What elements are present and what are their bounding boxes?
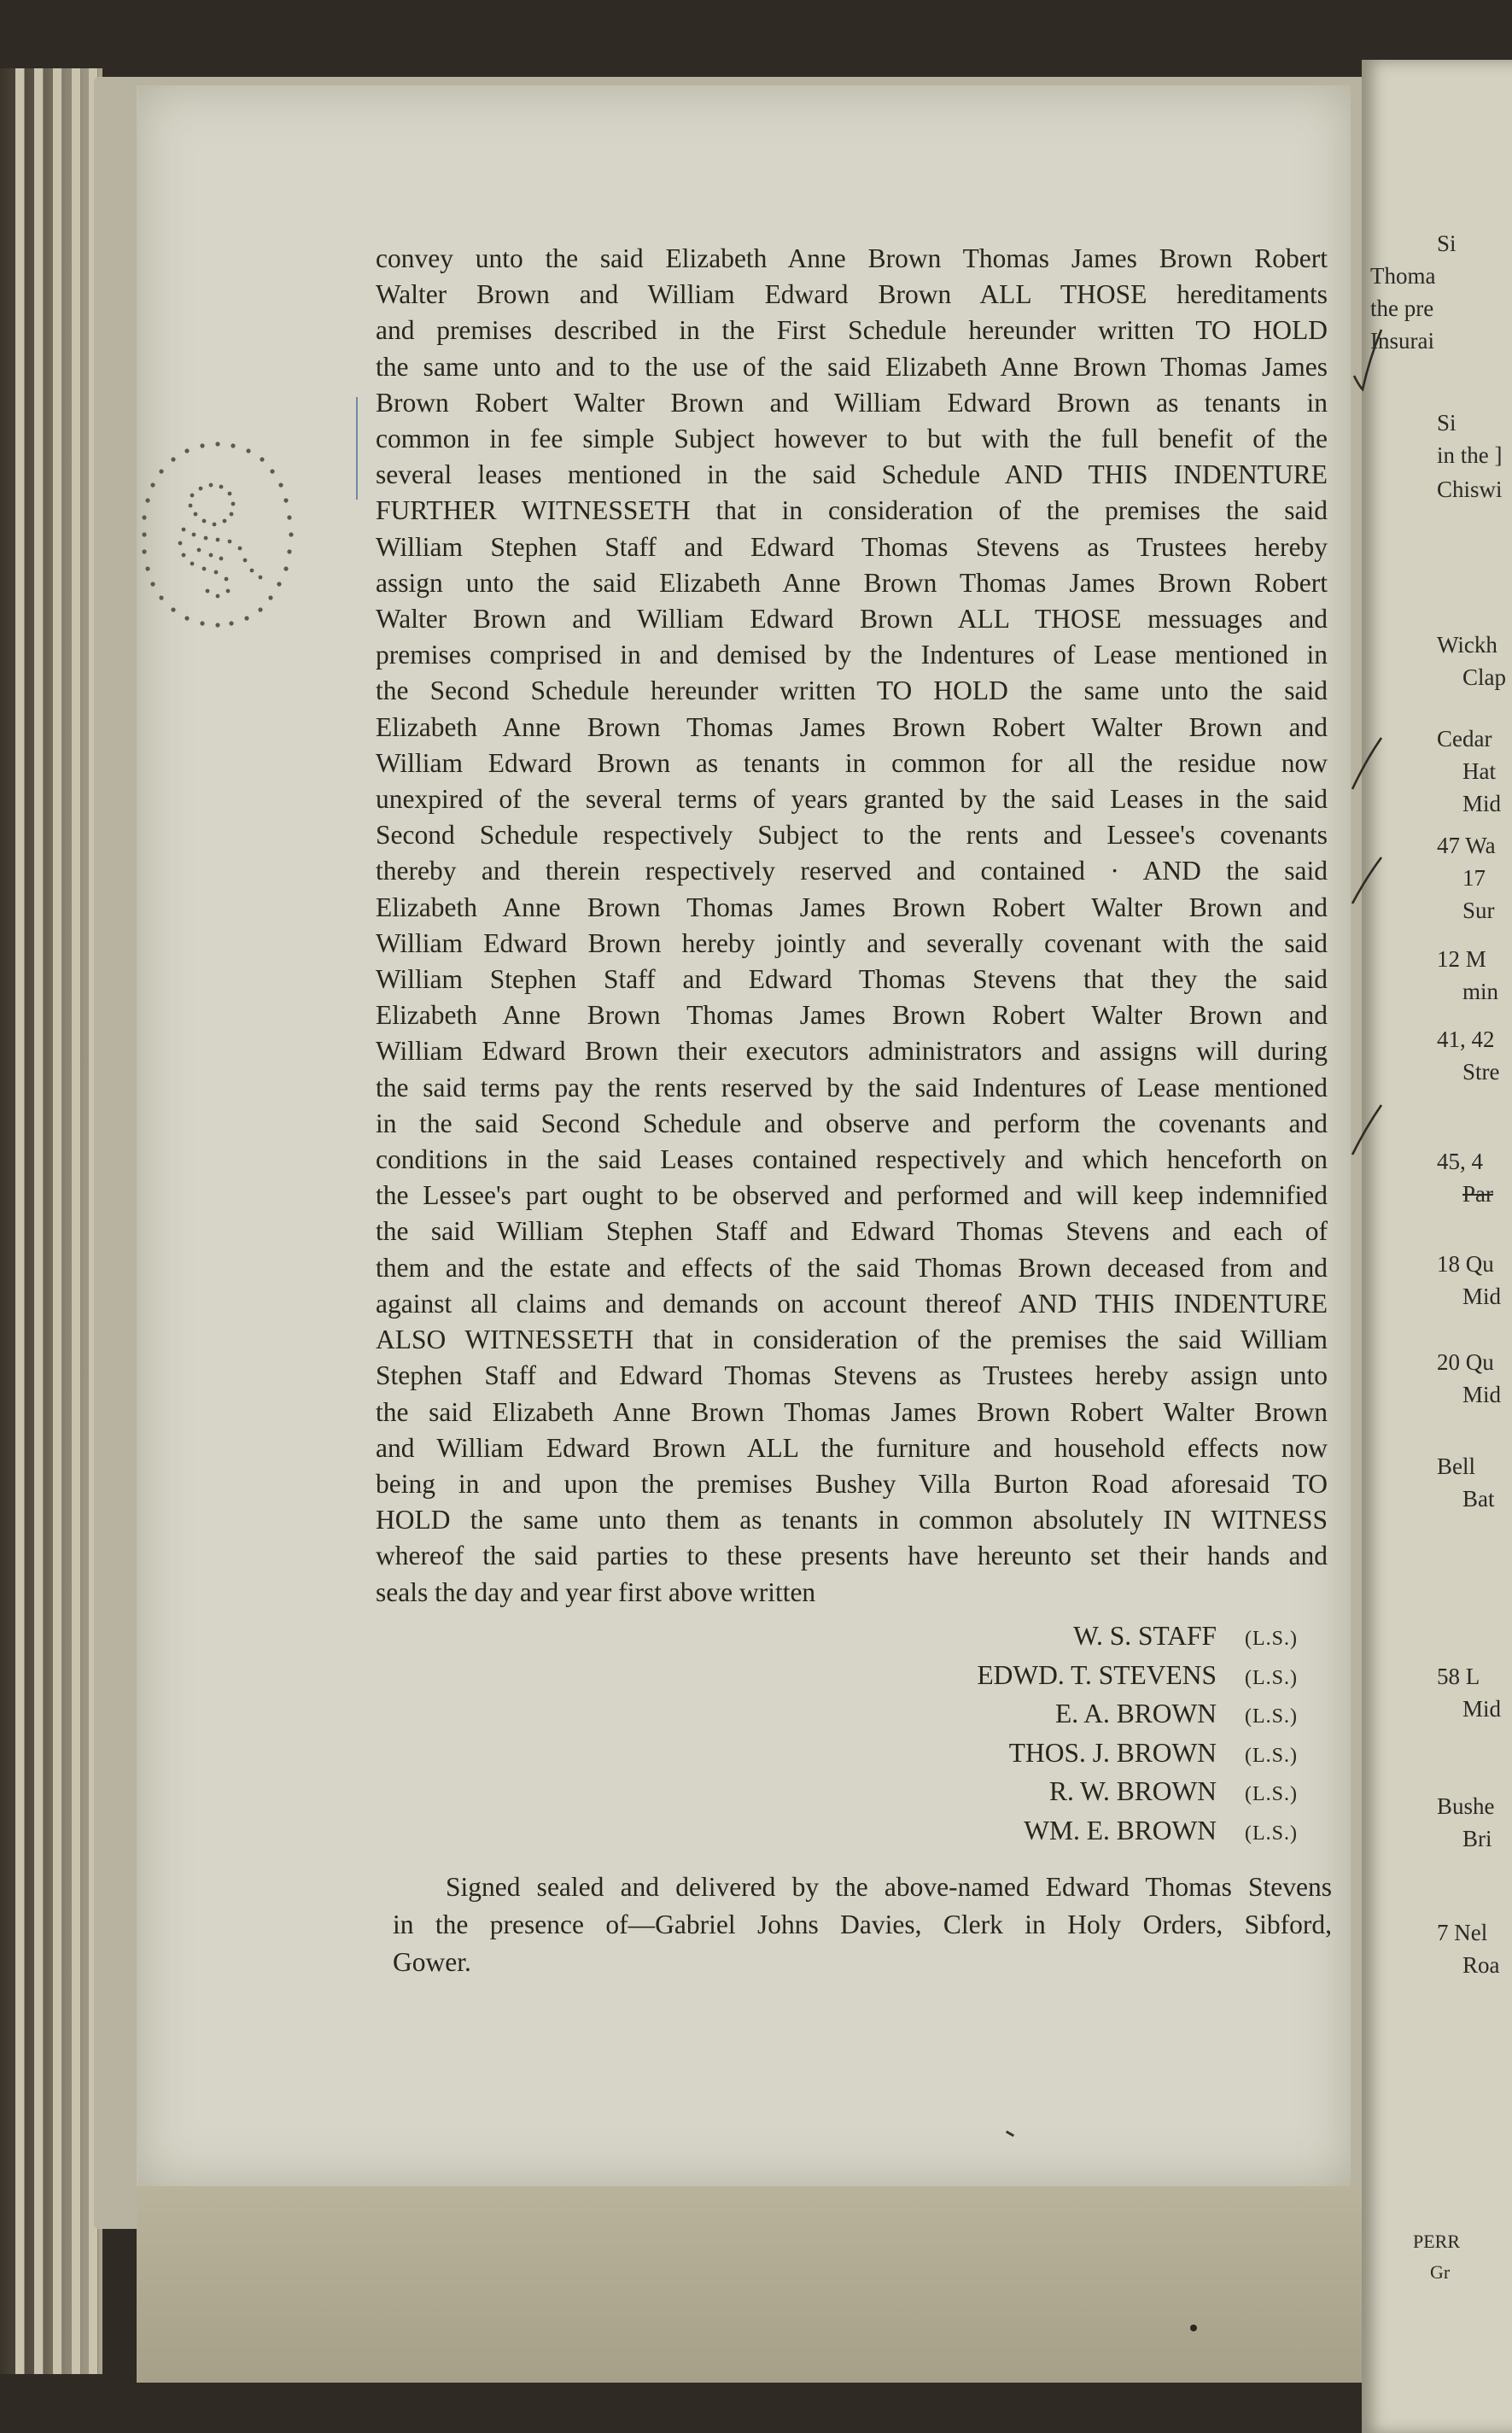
pencil-tick-icon: [1351, 854, 1385, 922]
page-bottom-edge: [137, 2186, 1366, 2383]
facing-page-fragment: 41, 42: [1437, 1026, 1495, 1052]
deed-body: [376, 241, 1328, 1611]
deed-line: thereby and therein respectively reserved and contained · AND the said: [376, 856, 1328, 886]
facing-page-fragment: Hat: [1462, 758, 1496, 784]
deed-line: being in and upon the premises Bushey Villa Burton Road aforesaid TO: [376, 1468, 1328, 1499]
deed-line: against all claims and demands on account thereof AND THIS INDENTURE: [376, 1288, 1328, 1319]
facing-page-fragment: Insurai: [1370, 328, 1434, 354]
facing-page-fragment: Roa: [1462, 1952, 1500, 1978]
seal-mark: (L.S.): [1245, 1783, 1298, 1806]
seal-mark: (L.S.): [1245, 1628, 1298, 1650]
deed-line: Second Schedule respectively Subject to the rents and Lessee's covenants: [376, 820, 1328, 851]
deed-line: and premises described in the First Schedule hereunder written TO HOLD: [376, 315, 1328, 346]
deed-line: premises comprised in and demised by the Indentures of Lease mentioned in: [376, 640, 1328, 670]
facing-page-fragment: Mid: [1462, 791, 1502, 816]
deed-line: William Edward Brown their executors administrators and assigns will during: [376, 1036, 1328, 1067]
facing-page-fragment: Par: [1462, 1181, 1493, 1207]
facing-page-fragment: Chiswi: [1437, 477, 1503, 502]
attestation-line: in the presence of—Gabriel Johns Davies, Clerk in Holy Orders, Sibford,: [393, 1910, 1332, 1939]
deed-line: William Edward Brown as tenants in common for all the residue now: [376, 747, 1328, 778]
deed-line: Elizabeth Anne Brown Thomas James Brown Robert Walter Brown and: [376, 892, 1328, 922]
deed-line: ALSO WITNESSETH that in consideration of the premises the said William: [376, 1325, 1328, 1355]
page-edge: [72, 68, 81, 2374]
deed-line: and William Edward Brown ALL the furniture and household effects now: [376, 1432, 1328, 1463]
signature-row: [820, 1774, 1298, 1813]
deed-line: unexpired of the several terms of years granted by the said Leases in the said: [376, 784, 1328, 815]
seal-mark: (L.S.): [1245, 1705, 1298, 1728]
deed-line: HOLD the same unto them as tenants in common absolutely IN WITNESS: [376, 1505, 1328, 1535]
facing-page-fragment: 58 L: [1437, 1664, 1480, 1689]
deed-line: the same unto and to the use of the said Elizabeth Anne Brown Thomas James: [376, 351, 1328, 382]
deed-line: the said terms pay the rents reserved by the said Indentures of Lease mentioned: [376, 1072, 1328, 1102]
facing-page-fragment: Gr: [1430, 2261, 1451, 2283]
facing-page-fragment: Thoma: [1370, 263, 1436, 289]
signature-row: [820, 1813, 1298, 1852]
signature-row: [820, 1735, 1298, 1775]
seal-mark: (L.S.): [1245, 1744, 1298, 1767]
signature-block: [820, 1618, 1298, 1852]
facing-page-fragment: Mid: [1462, 1696, 1502, 1722]
ink-dot: [1190, 2325, 1197, 2331]
signatory-name: WM. E. BROWN: [1024, 1815, 1217, 1845]
deed-line: Walter Brown and William Edward Brown ALL THOSE hereditaments: [376, 279, 1328, 310]
deed-line: Stephen Staff and Edward Thomas Stevens as Trustees hereby assign unto: [376, 1360, 1328, 1391]
signatory-name: E. A. BROWN: [1055, 1699, 1217, 1729]
seal-mark: (L.S.): [1245, 1666, 1298, 1689]
pencil-tick-icon: [1351, 325, 1385, 393]
attestation-line: Gower.: [393, 1947, 471, 1977]
facing-page-fragment: Sur: [1462, 898, 1495, 923]
facing-page: [1362, 60, 1512, 2433]
deed-line: several leases mentioned in the said Schedule AND THIS INDENTURE: [376, 459, 1328, 490]
deed-line: the said Elizabeth Anne Brown Thomas James Brown Robert Walter Brown: [376, 1396, 1328, 1427]
page-edge: [15, 68, 25, 2374]
signature-row: [820, 1618, 1298, 1658]
facing-page-fragment: Mid: [1462, 1382, 1502, 1407]
deed-line: the said William Stephen Staff and Edward Thomas Stevens and each of: [376, 1216, 1328, 1247]
deed-line: Elizabeth Anne Brown Thomas James Brown Robert Walter Brown and: [376, 711, 1328, 742]
attestation-clause: [393, 1869, 1332, 1981]
signature-row: [820, 1696, 1298, 1735]
facing-page-fragment: min: [1462, 979, 1499, 1004]
facing-page-fragment: 20 Qu: [1437, 1349, 1494, 1375]
facing-page-fragment: Clap: [1462, 664, 1506, 690]
deed-line: assign unto the said Elizabeth Anne Brown Thomas James Brown Robert: [376, 567, 1328, 598]
deed-line: Brown Robert Walter Brown and William Edward Brown as tenants in: [376, 387, 1328, 418]
signatory-name: EDWD. T. STEVENS: [977, 1659, 1217, 1690]
facing-page-fragment: 17: [1462, 865, 1486, 891]
deed-line: common in fee simple Subject however to but with the full benefit of the: [376, 424, 1328, 454]
facing-page-fragment: Stre: [1462, 1059, 1500, 1085]
facing-page-fragment: the pre: [1370, 295, 1434, 321]
deed-line: convey unto the said Elizabeth Anne Brown Thomas James Brown Robert: [376, 243, 1328, 273]
facing-page-fragment: Bushe: [1437, 1793, 1495, 1819]
signatory-name: R. W. BROWN: [1048, 1776, 1217, 1807]
deed-line: Elizabeth Anne Brown Thomas James Brown Robert Walter Brown and: [376, 1000, 1328, 1031]
facing-page-fragment: Bat: [1462, 1486, 1495, 1512]
attestation-line: Signed sealed and delivered by the above-named Edward Thomas Stevens: [446, 1872, 1332, 1902]
deed-line: William Edward Brown hereby jointly and severally covenant with the said: [376, 927, 1328, 958]
facing-page-fragment: Bri: [1462, 1826, 1492, 1851]
facing-page-fragment: PERR: [1413, 2231, 1461, 2252]
deed-line: the Lessee's part ought to be observed and performed and will keep indemnified: [376, 1180, 1328, 1211]
deed-line: in the said Second Schedule and observe and perform the covenants and: [376, 1108, 1328, 1138]
deed-line: whereof the said parties to these presents have hereunto set their hands and: [376, 1541, 1328, 1571]
page-edge: [34, 68, 44, 2374]
perforation-stamp-icon: [132, 436, 303, 640]
pencil-margin-mark: [356, 397, 358, 500]
deed-line: seals the day and year first above written: [376, 1576, 816, 1607]
signatory-name: THOS. J. BROWN: [1008, 1737, 1217, 1768]
facing-page-fragment: Si: [1437, 231, 1457, 256]
facing-page-fragment: 7 Nel: [1437, 1920, 1488, 1945]
facing-page-fragment: Cedar: [1437, 726, 1492, 752]
facing-page-fragment: 12 M: [1437, 946, 1486, 972]
deed-line: FURTHER WITNESSETH that in consideration of the premises the said: [376, 495, 1328, 526]
deed-line: William Stephen Staff and Edward Thomas Stevens as Trustees hereby: [376, 531, 1328, 562]
deed-line: William Stephen Staff and Edward Thomas Stevens that they the said: [376, 964, 1328, 995]
facing-page-fragment: Wickh: [1437, 632, 1497, 658]
pencil-tick-icon: [1351, 734, 1385, 803]
page-edge: [53, 68, 62, 2374]
facing-page-fragment: 18 Qu: [1437, 1251, 1494, 1277]
book-binding-left: [0, 68, 102, 2374]
facing-page-fragment: Bell: [1437, 1453, 1475, 1479]
signatory-name: W. S. STAFF: [1073, 1621, 1217, 1651]
pencil-tick-icon: [1351, 1102, 1385, 1170]
signature-row: [820, 1658, 1298, 1697]
facing-page-fragment: 47 Wa: [1437, 833, 1496, 858]
deed-line: the Second Schedule hereunder written TO HOLD the same unto the said: [376, 676, 1328, 706]
facing-page-fragment: in the ]: [1437, 442, 1503, 468]
facing-page-fragment: 45, 4: [1437, 1149, 1483, 1174]
facing-page-fragment: Mid: [1462, 1284, 1502, 1309]
facing-page-fragment: Si: [1437, 410, 1457, 436]
deed-line: them and the estate and effects of the said Thomas Brown deceased from and: [376, 1252, 1328, 1283]
seal-mark: (L.S.): [1245, 1822, 1298, 1845]
deed-line: Walter Brown and William Edward Brown ALL THOSE messuages and: [376, 604, 1328, 635]
deed-line: conditions in the said Leases contained respectively and which henceforth on: [376, 1144, 1328, 1175]
